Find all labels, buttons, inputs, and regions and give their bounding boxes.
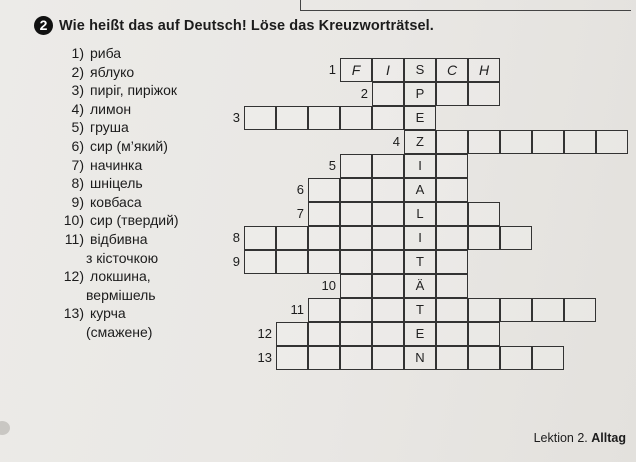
clue-number: 5) — [71, 119, 84, 136]
clue-text: яблуко — [90, 63, 135, 80]
empty-answer-cell[interactable] — [340, 154, 372, 178]
clue-text: ковбаса — [90, 193, 142, 210]
empty-answer-cell[interactable] — [340, 322, 372, 346]
clue-item — [56, 81, 266, 100]
filled-answer-cell[interactable]: I — [372, 58, 404, 82]
empty-answer-cell[interactable] — [468, 298, 500, 322]
clue-item — [56, 63, 266, 82]
clue-item — [56, 174, 266, 193]
clue-item — [56, 323, 266, 342]
empty-answer-cell[interactable] — [340, 106, 372, 130]
binder-hole — [0, 421, 10, 435]
keyword-cell[interactable]: T — [404, 250, 436, 274]
empty-answer-cell[interactable] — [244, 106, 276, 130]
empty-answer-cell[interactable] — [500, 130, 532, 154]
empty-answer-cell[interactable] — [468, 130, 500, 154]
empty-answer-cell[interactable] — [340, 178, 372, 202]
clue-number: 3) — [71, 82, 84, 99]
empty-answer-cell[interactable] — [532, 298, 564, 322]
crossword-row-number: 3 — [232, 110, 240, 125]
empty-answer-cell[interactable] — [372, 226, 404, 250]
clue-text: сир (м’який) — [90, 137, 168, 154]
keyword-cell[interactable]: L — [404, 202, 436, 226]
empty-answer-cell[interactable] — [372, 274, 404, 298]
clue-number: 6) — [71, 137, 84, 154]
clue-item — [56, 304, 266, 323]
crossword-row-number: 6 — [296, 182, 304, 197]
filled-answer-cell[interactable]: H — [468, 58, 500, 82]
empty-answer-cell[interactable] — [436, 82, 468, 106]
empty-answer-cell[interactable] — [372, 154, 404, 178]
clue-item — [56, 137, 266, 156]
empty-answer-cell[interactable] — [436, 130, 468, 154]
keyword-cell[interactable]: I — [404, 154, 436, 178]
empty-answer-cell[interactable] — [340, 202, 372, 226]
empty-answer-cell[interactable] — [532, 346, 564, 370]
clue-item — [56, 44, 266, 63]
empty-answer-cell[interactable] — [372, 250, 404, 274]
crossword-row-number: 13 — [257, 350, 272, 365]
empty-answer-cell[interactable] — [372, 298, 404, 322]
empty-answer-cell[interactable] — [340, 226, 372, 250]
empty-answer-cell[interactable] — [308, 202, 340, 226]
task-header — [34, 16, 434, 35]
empty-answer-cell[interactable] — [468, 82, 500, 106]
filled-answer-cell[interactable]: C — [436, 58, 468, 82]
empty-answer-cell[interactable] — [372, 82, 404, 106]
crossword-row-number: 12 — [257, 326, 272, 341]
empty-answer-cell[interactable] — [596, 130, 628, 154]
clue-item — [56, 286, 266, 305]
task-title: Wie heißt das auf Deutsch! Löse das Kreuzworträtsel. — [59, 17, 434, 34]
clue-item — [56, 193, 266, 212]
empty-answer-cell[interactable] — [340, 274, 372, 298]
clue-text: начинка — [90, 156, 143, 173]
clue-text: груша — [90, 119, 129, 136]
clue-number: 10) — [63, 212, 84, 229]
keyword-cell[interactable]: S — [404, 58, 436, 82]
keyword-cell[interactable]: P — [404, 82, 436, 106]
empty-answer-cell[interactable] — [276, 250, 308, 274]
empty-answer-cell[interactable] — [468, 202, 500, 226]
crossword-row-number: 5 — [328, 158, 336, 173]
crossword-row-number: 7 — [296, 206, 304, 221]
empty-answer-cell[interactable] — [308, 298, 340, 322]
crossword-row-number: 1 — [328, 62, 336, 77]
empty-answer-cell[interactable] — [436, 178, 468, 202]
empty-answer-cell[interactable] — [276, 322, 308, 346]
page-footer — [534, 431, 626, 445]
crossword-row-number: 8 — [232, 230, 240, 245]
keyword-cell[interactable]: Z — [404, 130, 436, 154]
empty-answer-cell[interactable] — [372, 346, 404, 370]
task-number-badge: 2 — [34, 16, 53, 35]
empty-answer-cell[interactable] — [308, 178, 340, 202]
empty-answer-cell[interactable] — [276, 346, 308, 370]
clue-text: відбивна — [90, 230, 148, 247]
crossword-row-number: 4 — [392, 134, 400, 149]
empty-answer-cell[interactable] — [436, 202, 468, 226]
keyword-cell[interactable]: Ä — [404, 274, 436, 298]
empty-answer-cell[interactable] — [340, 250, 372, 274]
clue-number: 4) — [71, 100, 84, 117]
empty-answer-cell[interactable] — [436, 250, 468, 274]
empty-answer-cell[interactable] — [564, 298, 596, 322]
clue-text: з кісточкою — [86, 249, 159, 266]
empty-answer-cell[interactable] — [308, 226, 340, 250]
keyword-cell[interactable]: E — [404, 322, 436, 346]
empty-answer-cell[interactable] — [500, 346, 532, 370]
clue-text: локшина, — [90, 268, 151, 285]
clue-number: 8) — [71, 175, 84, 192]
clue-number: 13) — [63, 305, 84, 322]
empty-answer-cell[interactable] — [468, 226, 500, 250]
empty-answer-cell[interactable] — [532, 130, 564, 154]
clue-number: 9) — [71, 193, 84, 210]
empty-answer-cell[interactable] — [276, 106, 308, 130]
keyword-cell[interactable]: N — [404, 346, 436, 370]
clue-text: вермішель — [86, 286, 156, 303]
empty-answer-cell[interactable] — [436, 298, 468, 322]
empty-answer-cell[interactable] — [276, 226, 308, 250]
lesson-label: Lektion 2. — [533, 431, 588, 445]
clue-number: 11) — [64, 230, 84, 247]
empty-answer-cell[interactable] — [340, 298, 372, 322]
empty-answer-cell[interactable] — [308, 106, 340, 130]
empty-answer-cell[interactable] — [436, 226, 468, 250]
empty-answer-cell[interactable] — [308, 322, 340, 346]
clue-text: лимон — [90, 100, 132, 117]
keyword-cell[interactable]: A — [404, 178, 436, 202]
keyword-cell[interactable]: T — [404, 298, 436, 322]
clue-number: 12) — [63, 268, 84, 285]
clue-text: сир (твердий) — [90, 212, 179, 229]
clue-text: шніцель — [90, 175, 143, 192]
crossword-row-number: 11 — [290, 302, 304, 317]
empty-answer-cell[interactable] — [500, 298, 532, 322]
empty-answer-cell[interactable] — [436, 346, 468, 370]
empty-answer-cell[interactable] — [468, 322, 500, 346]
clue-item — [56, 156, 266, 175]
clue-list — [56, 44, 266, 342]
clue-number: 1) — [71, 45, 84, 61]
lesson-topic: Alltag — [591, 431, 626, 445]
crossword-row-number: 9 — [232, 254, 240, 269]
previous-exercise-border — [300, 0, 631, 11]
empty-answer-cell[interactable] — [308, 250, 340, 274]
empty-answer-cell[interactable] — [436, 274, 468, 298]
empty-answer-cell[interactable] — [564, 130, 596, 154]
empty-answer-cell[interactable] — [244, 250, 276, 274]
empty-answer-cell[interactable] — [436, 322, 468, 346]
keyword-cell[interactable]: I — [404, 226, 436, 250]
clue-text: риба — [90, 45, 122, 61]
clue-number: 7) — [71, 156, 84, 173]
empty-answer-cell[interactable] — [436, 154, 468, 178]
crossword-row-number: 2 — [360, 86, 368, 101]
empty-answer-cell[interactable] — [372, 202, 404, 226]
clue-text: курча — [90, 305, 126, 322]
crossword-row-number: 10 — [321, 278, 336, 293]
clue-text: пиріг, пиріжок — [90, 82, 178, 99]
empty-answer-cell[interactable] — [372, 322, 404, 346]
empty-answer-cell[interactable] — [372, 178, 404, 202]
clue-number: 2) — [71, 63, 84, 80]
empty-answer-cell[interactable] — [244, 226, 276, 250]
empty-answer-cell[interactable] — [372, 106, 404, 130]
empty-answer-cell[interactable] — [468, 346, 500, 370]
filled-answer-cell[interactable]: F — [340, 58, 372, 82]
keyword-cell[interactable]: E — [404, 106, 436, 130]
empty-answer-cell[interactable] — [500, 226, 532, 250]
empty-answer-cell[interactable] — [340, 346, 372, 370]
clue-text: (смажене) — [86, 323, 153, 340]
empty-answer-cell[interactable] — [308, 346, 340, 370]
